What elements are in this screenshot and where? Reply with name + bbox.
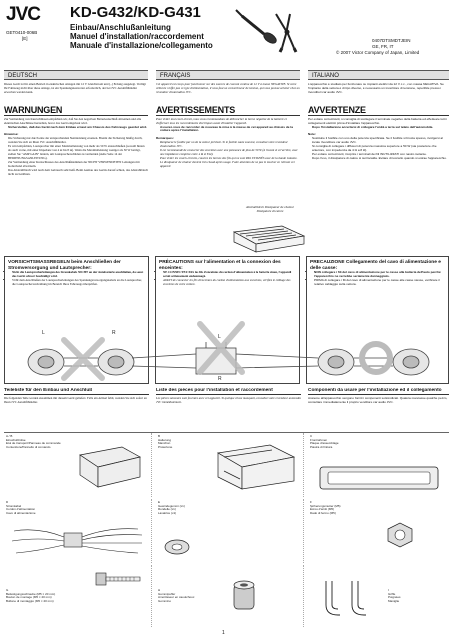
note-fr-2: • Il est recommandé de connecter des enceintes avec une puissance de plus de 50 W (à l'avant et à l'arrière, avec une impédance comprise entre 4 Ω et 8 Ω). <box>160 149 300 157</box>
parts-grid <box>4 432 449 629</box>
part-h <box>156 565 304 627</box>
brand-logo: JVC <box>6 4 40 25</box>
warnings-text-de: Zur Vermeidung von Kurzschlüssen empfehlen wir, daß Sie den negativen Batterieanschluß abtrennen und alle elektrischen Anschlüsse herstellen, bevor das Gerät eingebaut wird. <box>4 116 142 125</box>
lang-bar-it: ITALIANO <box>308 70 449 80</box>
part-c-label: C Frontrahmen Plaque d'assemblage Piastra di finitura <box>310 434 339 450</box>
parts-heading-fr-block <box>156 388 301 430</box>
note-it-2: • Si consiglia di collegare i diffusori di potenza massima superiore a 50 W (sia posteriore che anteriore, con impedenza da 4 Ω a 8 Ω). <box>312 145 449 153</box>
part-e-label: E Gewindegummi (x1) Rondelle (x1) Lavatrice (x1) <box>158 500 185 516</box>
part-b <box>156 433 304 497</box>
part-a-label: A / B Einschubhülse Etui de transport/Panneau de commande Contenitore/Pannello di comando <box>6 434 61 450</box>
lang-bar-fr: FRANÇAIS <box>156 70 300 80</box>
svg-text:R: R <box>112 330 116 336</box>
page-number: 1 <box>222 630 225 636</box>
note-fr-4: • Le dissipateur de chaleur devient très chaud après usage. Faire attention de ne pas le toucher en retirant cet appareil. <box>160 161 300 169</box>
part-number: 0407DTSMDTJEIN <box>372 38 411 43</box>
warnings-heading-fr: AVERTISSEMENTS <box>156 105 300 116</box>
precaution-title-de: VORSICHTSMASSREGELN beim Anschließen der Stromversorgung und Lautsprecher: <box>8 260 121 271</box>
part-b-image <box>214 441 298 491</box>
part-d <box>4 499 152 563</box>
part-g-image <box>94 569 144 589</box>
part-e-image <box>162 537 192 557</box>
notes-heading-it: Note: <box>308 132 316 137</box>
precaution-title-it: PRECAUZIONI! Collegamento del cavo di alimentazione e delle casse: <box>310 260 441 271</box>
note-de-2: • Es wird empfohlen, Lautsprecher mit einer Maximalleistung von mehr als 50 W anzuschließen (sowohl hinten als auch vorne, mit einer Impedanz von 4 Ω bis 8 Ω). Wenn die Maximalleistung weniger als 50 W beträgt, stellen Sie "AMP GAIN" ändern, um Lautsprecherschäden zu vermeiden (siehe Seite 14 der BEDIENUNGSANLEITUNG). <box>8 145 148 161</box>
part-a <box>4 433 152 497</box>
part-d-image <box>8 521 148 561</box>
wiring-diagram <box>6 318 449 382</box>
doc-code: GET0410-006B <box>6 30 38 35</box>
part-f <box>308 499 449 563</box>
part-d-label: D Stromkabel Cordon d'alimentation Cavo di alimentazione <box>6 500 36 516</box>
part-i-label: I Griffe Poignées Maniglie <box>388 588 401 604</box>
parts-text-de: Die folgenden Teile werden zusammen mit diesem Gerät geliefert. Falls ein Artikel fehlt, wenden Sie sich sofort an Ihren JVC Autohifihändler. <box>4 395 147 404</box>
parts-text-fr: Les pièces suivantes sont fournies avec cet appareil. Si quelque chose manquait, consultez votre revendeur autoradio JVC immédiatement. <box>156 395 301 404</box>
part-g-label: G Befestigungsschraube (M5 × 20 mm) Boulon de montage (M5 × 20 mm) Bullone di montaggio (M5 × 20 mm) <box>6 588 56 604</box>
part-b-label: B Halterung Manchon Protezione <box>158 434 173 450</box>
title-it: Manuale d'installazione/collegamento <box>70 41 213 50</box>
parts-title-de: Teileliste für den Einbau und Anschluß <box>4 388 149 395</box>
precaution-fr-1: • NE CONNECTEZ PAS les fils d'enceintes du cordon d'alimentation à la batterie sinon, l'appareil serait sérieusement endommagé. <box>163 271 296 279</box>
parts-heading-de-block <box>4 388 149 430</box>
copyright: © 2007 Victor Company of Japan, Limited <box>336 50 420 55</box>
note-de-3: • Zur Vermeidung einer Kurzschlusses des Anschlußklemmen der NICHT VERWENDETEN Leitungen mit Isolierband abwickeln. <box>8 161 148 169</box>
part-f-image <box>380 519 420 549</box>
note-fr-3: • Pour éviter les courts-circuits, couvrez les bornes des fils qui ne sont PAS UTILISÉS avec de la bande isolante. <box>160 157 300 161</box>
intro-it: L'apparecchio è studiato per funzionare su impianti elettrici da 12 V c.c., con massa NEGATIVA. Se l'impianto della vettura è di tipo diverso, è necessario un invertitore di tensione, reperibile presso i rivenditori car audio JVC. <box>308 83 444 94</box>
lang-bar-de: DEUTSCH <box>4 70 148 80</box>
svg-text:L: L <box>42 330 45 336</box>
svg-text:R: R <box>218 376 222 382</box>
note-it-3: • Per evitare cortocircuiti, ricoprire i terminali dei fili INUTILIZZATI con nastro isolante. <box>312 153 449 157</box>
parts-title-it: Componenti da usare per l'installazione ed il collegamento <box>308 388 449 395</box>
part-h-label: H Gummipuffer Amortisseur en caoutchouc Gommino <box>158 588 195 604</box>
precaution-it-2: • PRIMA di collegare i fili del cavo di alimentazione per le casse alle casse stesse, verificare il relativo cablaggio sulla vettura. <box>314 279 445 287</box>
part-e <box>156 499 304 563</box>
part-c <box>308 433 449 497</box>
column-de <box>4 83 148 253</box>
parts-heading-it-block <box>308 388 449 430</box>
precaution-de-2: • VOR dem Anschließen der Lautsprecherleitungen des Spannungsversorgungskabels an die Lautsprecher, die Lautsprecherverdrahtung im Bereich Ihres Fahrzeugs überprüfen. <box>12 279 145 287</box>
warnings-heading-de: WARNUNGEN <box>4 105 148 116</box>
warnings-heading-it: AVVERTENZE <box>308 105 449 116</box>
note-de-4: • Das Abstrahlblech wird nach dem Gebrauch sehr heiß. Beim Ausbau des Geräts darauf achten, das Abstrahlblech nicht zu berühren. <box>8 169 148 177</box>
warnings-bullet-fr: • Assurez-vous de raccorder de nouveau la mise à la masse de cet appareil au châssis de la voiture après l'installation. <box>160 126 300 134</box>
heatsink-illustration <box>230 222 308 254</box>
part-g <box>4 565 152 627</box>
precaution-fr-2: • AVANT de connecter les fils d'enceintes du cordon d'alimentation aux enceintes, vérifiez le câblage des enceintes de votre voiture. <box>163 279 296 287</box>
model-title: KD-G432/KD-G431 <box>70 4 201 21</box>
column-it <box>308 83 449 253</box>
notes-heading-de: Hinweise: <box>4 132 19 137</box>
title-de: Einbau/Anschlußanleitung <box>70 23 171 32</box>
note-it-4: • Dopo l'uso, il dissipatore di calore si surriscalda. Evitare di toccarlo quando si estrae l'apparecchio. <box>312 157 449 161</box>
part-f-label: F Sicherungsmutter (M5) Écrou d'arrêt (M5) Dado di fermo (M5) <box>310 500 341 516</box>
part-i <box>308 565 449 627</box>
parts-text-it: Assieme all'apparecchio vengono forniti i componenti sottoindicati. Qualora mancasse qualche pezzo, consultare immediatamente il proprio venditore car audio JVC. <box>308 395 448 404</box>
heatsink-label: Abstrahlblech Dissipateur de chaleur Dissipatore di calore <box>246 205 294 213</box>
title-fr: Manuel d'installation/raccordement <box>70 32 204 41</box>
languages: GE, FR, IT <box>372 44 394 49</box>
part-i-image <box>318 575 378 619</box>
warnings-text-it: Per evitare cortocircuiti, si consiglia di scollegare il terminale negativo della batteria ed effettuare tutti i collegamenti elettrici prima d'installare l'apparecchio. <box>308 116 448 125</box>
part-a-image <box>74 441 146 491</box>
warnings-bullet-de: • Sicherstellen, daß das Gerät nach dem Einbau erneut am Chassis des Fahrzeugs geerdet wird. <box>8 126 148 130</box>
note-de-1: • Die Sicherung nur durch eine der entsprechenden Nennleistung ersetzen. Brennt die Sicherung häufig durch, wenden Sie sich an Ihren JVC Autohifihändler. <box>8 137 148 145</box>
parts-title-fr: Liste des pièces pour l'installation et raccordement <box>156 388 301 395</box>
precaution-it-1: • NON collegare i fili del cavo di alimentazione per le casse alla batteria dell'auto perché l'apparecchio ne verrebbe seriamente danneggiato. <box>314 271 445 279</box>
precaution-title-fr: PRÉCAUTIONS sur l'alimentation et la connexion des enceintes: <box>159 260 281 271</box>
svg-text:L: L <box>218 334 221 340</box>
note-fr-1: • Remplacez le fusible par un de la valeur précisée. Si le fusible saute souvent, consultez votre revendeur d'autoradios JVC. <box>160 141 300 149</box>
tools-illustration <box>232 4 310 54</box>
note-it-1: • Sostituire il fusibile con uno della potenza specificata. Se il fusibile si brucia spesso, rivolgersi al locale rivenditore car audio JVC. <box>312 137 449 145</box>
intro-de: Dieses Gerät ist für einen Betrieb in elektrischen Anlagen mit 12 V Gleichstrom und (–) Erdung ausgelegt. Verfügt Ihr Fahrzeug nicht über diese Anlage, ist ein Spannungskonverter erforderlich, der bei JVC Autohifihändler erworben werden kann. <box>4 83 146 94</box>
part-c-image <box>316 463 442 493</box>
region-code: [E] <box>22 36 28 41</box>
notes-heading-fr: Remarques: <box>156 136 174 141</box>
intro-fr: Cet appareil est conçu pour fonctionner sur des sources de courant continu de 12 V à masse NÉGATIVE. Si votre véhicule n'offre pas ce type d'alimentation, il vous faut un convertisseur de tension, qui vous pouvez acheter chez un revendeur d'autoradios JVC. <box>156 83 300 94</box>
precaution-de-1: • Nicht die Lautsprecherleitungen des Stromkabels NICHT an der Autobatterie anschließen, da sonst das Gerät schwer beschädigt wird. <box>12 271 145 279</box>
warnings-text-fr: Pour éviter tout court-circuit, nous vous recommandons de débrancher la borne négative de la batterie et d'effectuer tous les raccordements électriques avant d'installer l'appareil. <box>156 116 287 125</box>
part-h-image <box>226 575 262 615</box>
warnings-bullet-it: • Dopo l'installazione accertarsi di collegare l'unità a terra sul telaio dell'automobile. <box>312 126 449 130</box>
